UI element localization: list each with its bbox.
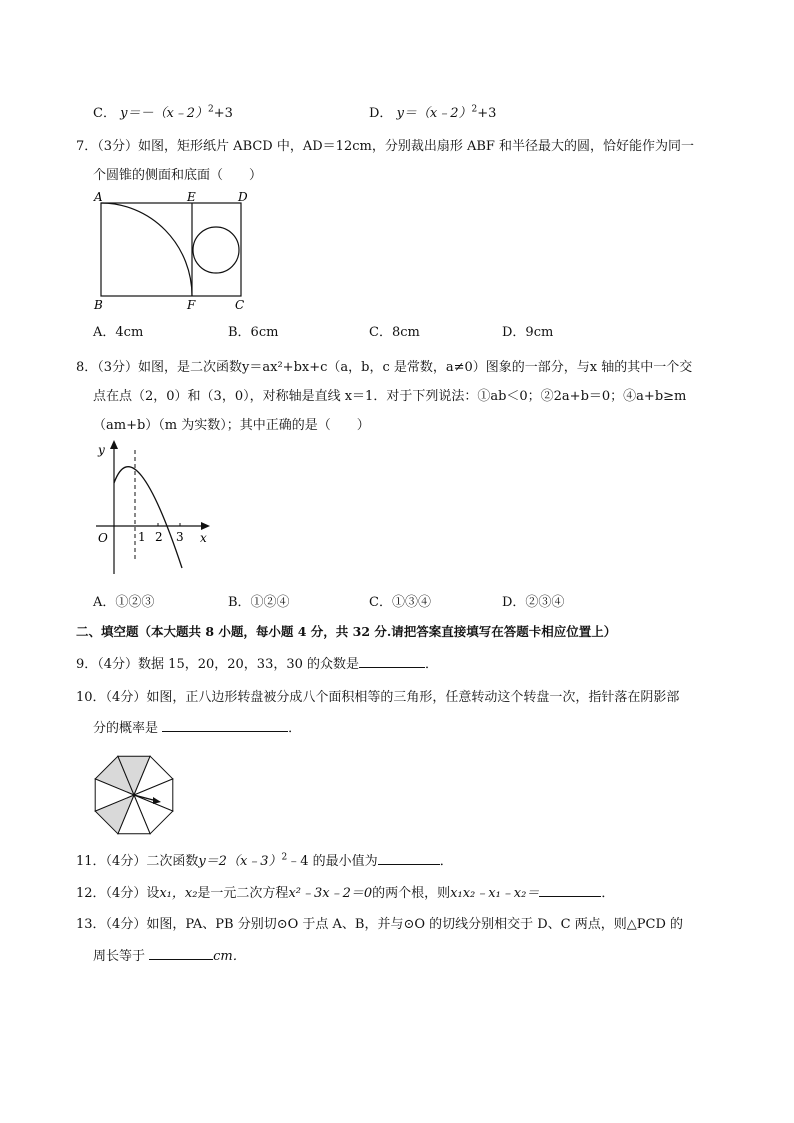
label-f: F bbox=[187, 298, 196, 312]
y-axis-label: y bbox=[98, 443, 105, 457]
q8-option-d: D．②③④ bbox=[502, 595, 565, 610]
q6-option-c: C． y＝－（x﹣2）$^2$+3 bbox=[93, 104, 233, 121]
q8-parabola-graph bbox=[92, 438, 222, 578]
q9-stem: 9．（4分）数据 15，20，20，33，30 的众数是 ． bbox=[76, 657, 439, 672]
q10-stem-line2: 分的概率是 ． bbox=[93, 721, 302, 736]
q7-option-a: A．4cm bbox=[93, 325, 144, 340]
q11-stem: 11．（4分）二次函数y＝2（x﹣3）$^2$﹣4 的最小值为 ． bbox=[76, 852, 453, 869]
q12-stem: 12．（4分）设x₁，x₂是一元二次方程x²﹣3x﹣2＝0的两个根，则x₁x₂﹣x₁﹣x₂＝ ． bbox=[76, 886, 615, 901]
label-c: C bbox=[235, 298, 245, 312]
section-heading: 二、填空题（本大题共 8 小题，每小题 4 分，共 32 分.请把答案直接填写在答题卡相应位置上） bbox=[76, 624, 617, 639]
q8-option-a: A．①②③ bbox=[93, 595, 155, 610]
label-e: E bbox=[187, 190, 196, 204]
tick-2: 2 bbox=[155, 530, 163, 544]
q7-stem-line1: 7．（3分）如图，矩形纸片 ABCD 中，AD＝12cm，分别裁出扇形 ABF 和半径最大的圆，恰好能作为同一 bbox=[76, 139, 695, 154]
x-axis-label: x bbox=[200, 531, 207, 545]
q10-octagon-spinner bbox=[91, 752, 177, 838]
q7-option-c: C．8cm bbox=[369, 325, 420, 340]
q7-option-d: D．9cm bbox=[502, 325, 554, 340]
q8-stem-line1: 8．（3分）如图，是二次函数y＝ax²+bx+c（a，b，c 是常数，a≠0）图象的一部分，与x 轴的其中一个交 bbox=[76, 360, 693, 375]
q8-stem-line2: 点在点（2，0）和（3，0），对称轴是直线 x＝1．对于下列说法：①ab＜0；②2a+b＝0；④a+b≥m bbox=[93, 389, 687, 404]
tick-3: 3 bbox=[176, 530, 184, 544]
label-a: A bbox=[94, 190, 103, 204]
q8-option-b: B．①②④ bbox=[228, 595, 290, 610]
label-d: D bbox=[238, 190, 248, 204]
q10-answer-blank[interactable] bbox=[162, 719, 288, 732]
q8-option-c: C．①③④ bbox=[369, 595, 431, 610]
label-b: B bbox=[94, 298, 103, 312]
tick-1: 1 bbox=[138, 530, 146, 544]
q13-answer-blank[interactable] bbox=[149, 947, 213, 960]
q11-answer-blank[interactable] bbox=[378, 852, 440, 865]
q8-stem-line3: （am+b）（m 为实数）；其中正确的是（ ） bbox=[93, 418, 370, 433]
q12-answer-blank[interactable] bbox=[539, 884, 601, 897]
q7-rectangle-figure bbox=[90, 185, 260, 315]
q7-stem-line2: 个圆锥的侧面和底面（ ） bbox=[93, 168, 263, 183]
q7-option-b: B．6cm bbox=[228, 325, 279, 340]
q9-answer-blank[interactable] bbox=[359, 655, 425, 668]
q6-option-d: D． y＝（x﹣2）$^2$+3 bbox=[369, 104, 497, 121]
q13-stem-line1: 13．（4分）如图，PA、PB 分别切⊙O 于点 A、B，并与⊙O 的切线分别相交于 D、C 两点，则△PCD 的 bbox=[76, 917, 684, 932]
origin-label: O bbox=[98, 531, 108, 545]
q13-stem-line2: 周长等于 cm． bbox=[93, 949, 246, 964]
q10-stem-line1: 10．（4分）如图，正八边形转盘被分成八个面积相等的三角形，任意转动这个转盘一次，指针落在阴影部 bbox=[76, 690, 680, 705]
